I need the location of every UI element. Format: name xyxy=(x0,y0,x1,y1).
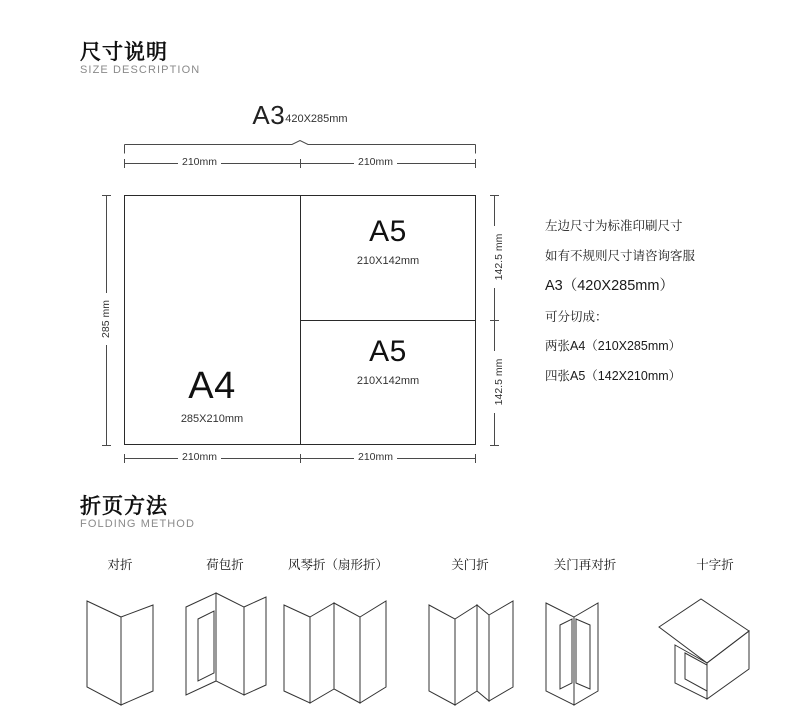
note-line-2: 如有不规则尺寸请咨询客服 xyxy=(545,248,696,263)
fold-method-1 xyxy=(60,555,180,707)
note-line-3: A3（420X285mm） xyxy=(545,278,674,294)
tick xyxy=(475,159,476,168)
fold-method-4-label: 关门折 xyxy=(451,558,489,572)
a3-title-sub: 420X285mm xyxy=(285,113,348,125)
folding-section-title-cn: 折页方法 xyxy=(80,495,168,518)
panel-label-a4 xyxy=(124,365,300,425)
fold-method-4-art xyxy=(410,587,530,707)
left-dim-label: 285 mm xyxy=(100,293,112,345)
fold-method-4 xyxy=(410,555,530,707)
folding-methods xyxy=(0,555,800,715)
tick xyxy=(102,445,111,446)
panel-a4-name: A4 xyxy=(188,365,236,407)
note-line-4: 可分切成： xyxy=(545,309,608,324)
top-dim-left-label: 210mm xyxy=(178,156,221,168)
fold-method-1-art xyxy=(60,587,180,707)
a3-title-main: A3 xyxy=(252,100,286,130)
tick xyxy=(490,445,499,446)
bottom-dim-left-label: 210mm xyxy=(178,451,221,463)
fold-method-6-art xyxy=(645,587,785,707)
fold-method-5-art xyxy=(520,587,650,707)
panel-a5-top-size: 210X142mm xyxy=(356,255,420,267)
note-line-6: 四张A5（142X210mm） xyxy=(545,368,682,383)
panel-a5-top-name: A5 xyxy=(369,215,407,248)
fold-method-5-label: 关门再对折 xyxy=(553,558,617,572)
fold-method-2-art xyxy=(165,587,285,707)
right-dim-bottom-label: 142.5 mm xyxy=(493,351,505,413)
fold-method-6 xyxy=(645,555,785,707)
panel-a5-bottom-size: 210X142mm xyxy=(356,375,420,387)
fold-method-2-label: 荷包折 xyxy=(206,558,244,572)
fold-method-6-label: 十字折 xyxy=(696,558,734,572)
size-diagram xyxy=(0,95,800,475)
fold-method-2 xyxy=(165,555,285,707)
panel-a4-size: 285X210mm xyxy=(180,413,244,425)
tick xyxy=(300,454,301,463)
fold-method-3-label: 风琴折（扇形折） xyxy=(287,558,388,572)
a3-title xyxy=(180,100,420,131)
bottom-dim-right-label: 210mm xyxy=(354,451,397,463)
a3-bracket xyxy=(124,140,476,154)
top-dim-right-label: 210mm xyxy=(354,156,397,168)
panel-label-a5-top xyxy=(300,215,476,267)
panel-a5-bottom-name: A5 xyxy=(369,335,407,368)
tick xyxy=(475,454,476,463)
right-dim-top-label: 142.5 mm xyxy=(493,226,505,288)
size-section-title-en: SIZE DESCRIPTION xyxy=(80,64,201,76)
tick xyxy=(490,320,499,321)
tick xyxy=(490,195,499,196)
tick xyxy=(102,195,111,196)
size-section-title-cn: 尺寸说明 xyxy=(80,41,168,64)
tick xyxy=(300,159,301,168)
sheet-horizontal-fold-line xyxy=(300,320,476,321)
note-line-5: 两张A4（210X285mm） xyxy=(545,339,682,353)
size-notes xyxy=(545,220,780,399)
fold-method-1-label: 对折 xyxy=(107,558,133,572)
folding-section-title-en: FOLDING METHOD xyxy=(80,518,196,530)
tick xyxy=(124,159,125,168)
tick xyxy=(124,454,125,463)
fold-method-3-art xyxy=(268,587,408,707)
fold-method-3 xyxy=(268,555,408,707)
panel-label-a5-bottom xyxy=(300,335,476,387)
note-line-1: 左边尺寸为标准印刷尺寸 xyxy=(545,219,683,233)
fold-method-5 xyxy=(520,555,650,707)
